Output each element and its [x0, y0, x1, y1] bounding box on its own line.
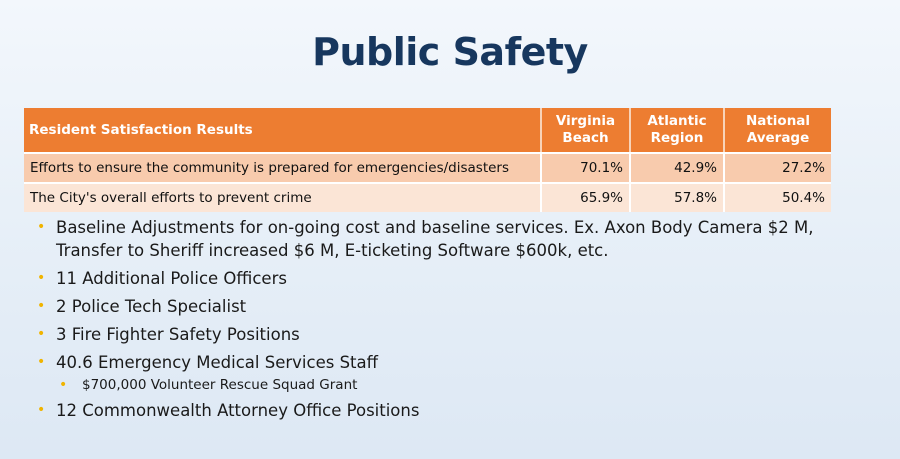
bullet-dot-icon: • [37, 354, 46, 370]
cell-national-average: 27.2% [725, 152, 831, 182]
sub-list-item [56, 376, 884, 394]
list-item [34, 267, 884, 290]
bullet-dot-icon: • [37, 326, 46, 342]
cell-virginia-beach: 65.9% [542, 182, 631, 212]
list-item-text: 11 Additional Police Officers [56, 269, 287, 288]
cell-atlantic-region: 57.8% [631, 182, 725, 212]
list-item-text: 3 Fire Fighter Safety Positions [56, 325, 300, 344]
list-item-text: 2 Police Tech Specialist [56, 297, 247, 316]
column-header-virginia-beach: Virginia Beach [542, 108, 631, 152]
sub-bullet-list [56, 376, 884, 394]
list-item-text: 40.6 Emergency Medical Services Staff [56, 353, 378, 372]
satisfaction-table [24, 108, 831, 212]
row-label: The City's overall efforts to prevent crime [24, 182, 542, 212]
list-item [34, 323, 884, 346]
list-item [34, 351, 884, 394]
table-row [24, 182, 831, 212]
list-item-text: 12 Commonwealth Attorney Office Positions [56, 401, 420, 420]
column-header-atlantic-region: Atlantic Region [631, 108, 725, 152]
cell-virginia-beach: 70.1% [542, 152, 631, 182]
bullet-dot-icon: • [59, 377, 68, 393]
list-item-text: Baseline Adjustments for on-going cost and baseline services. Ex. Axon Body Camera $2 M, Transfer to Sheriff increased $6 M, E-ticketing Software $600k, etc. [56, 218, 814, 260]
sub-list-item-text: $700,000 Volunteer Rescue Squad Grant [82, 377, 358, 393]
table-header-label: Resident Satisfaction Results [24, 108, 542, 152]
row-label: Efforts to ensure the community is prepared for emergencies/disasters [24, 152, 542, 182]
bullet-dot-icon: • [37, 219, 46, 235]
cell-national-average: 50.4% [725, 182, 831, 212]
bullet-dot-icon: • [37, 270, 46, 286]
cell-atlantic-region: 42.9% [631, 152, 725, 182]
column-header-national-average: National Average [725, 108, 831, 152]
list-item [34, 216, 884, 262]
table-row [24, 152, 831, 182]
list-item [34, 399, 884, 422]
table-header-row [24, 108, 831, 152]
slide-title: Public Safety [312, 30, 588, 74]
bullet-dot-icon: • [37, 298, 46, 314]
bullet-list [34, 216, 884, 427]
bullet-dot-icon: • [37, 402, 46, 418]
list-item [34, 295, 884, 318]
